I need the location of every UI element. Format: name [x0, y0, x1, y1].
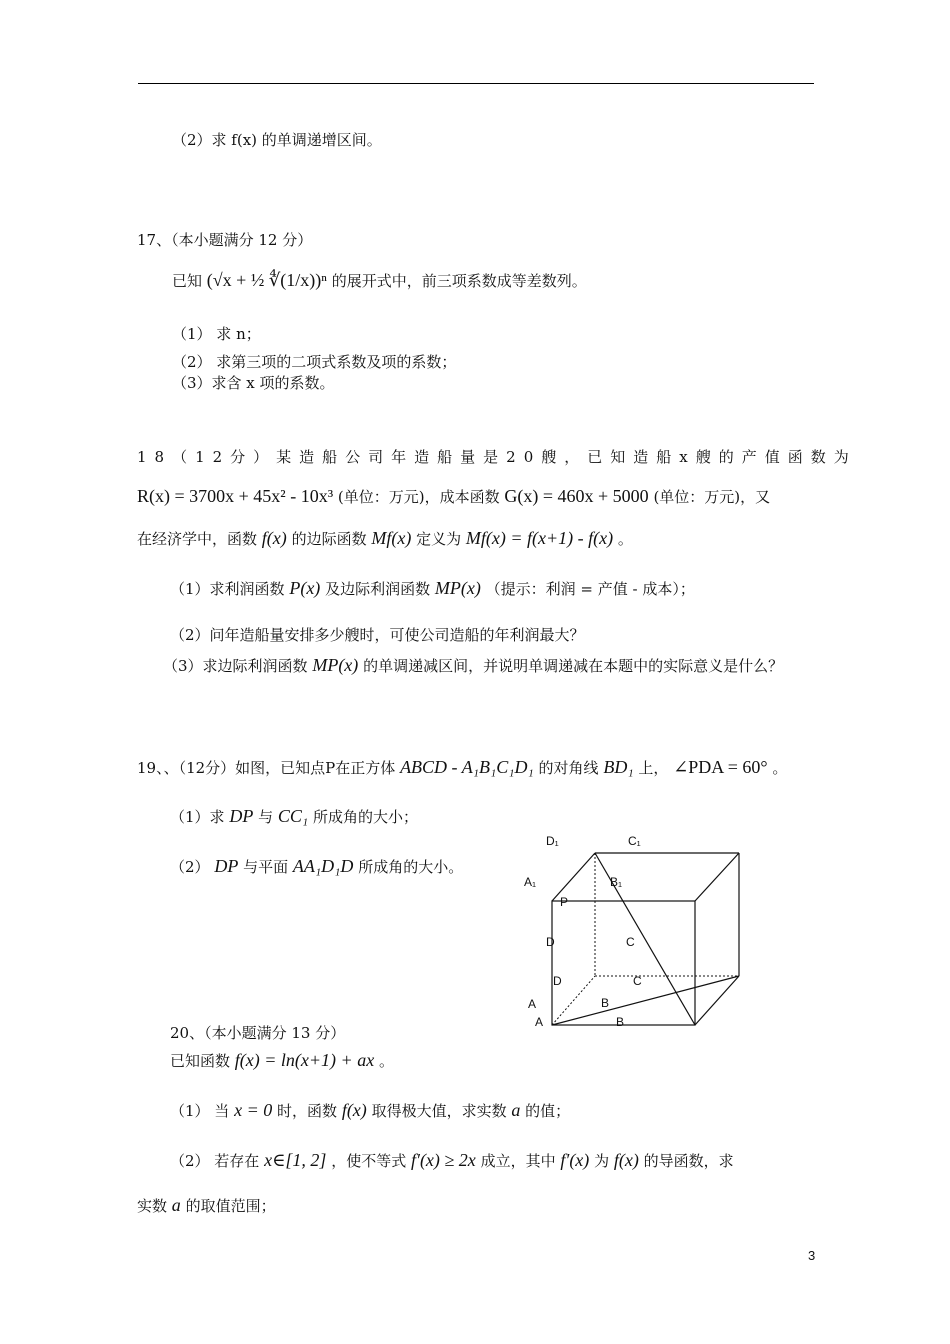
q20-part2-line1: （2） 若存在 x∈[1, 2] ，使不等式 f′(x) ≥ 2x 成立，其中 f′(x) 为 f(x) 的导函数，求 — [170, 1150, 734, 1170]
header-rule — [138, 83, 814, 84]
q19-part2: （2） DP 与平面 AA₁D₁D 所成角的大小。 — [170, 856, 464, 876]
label-P: P — [560, 895, 569, 909]
q18-revenue-function: R(x) = 3700x + 45x² - 10x³ — [137, 486, 334, 506]
q20-function: f(x) = ln(x+1) + ax — [234, 1050, 375, 1070]
q18-part1: （1）求利润函数 P(x) 及边际利润函数 MP(x) （提示：利润 = 产值 - 成本）； — [170, 578, 695, 598]
q20-part1: （1） 当 x = 0 时，函数 f(x) 取得极大值，求实数 a 的值； — [170, 1100, 571, 1120]
q18-line2: R(x) = 3700x + 45x² - 10x³ (单位：万元)，成本函数 G(x) = 460x + 5000 (单位：万元)，又 — [137, 486, 771, 506]
label-C-lower: C — [633, 974, 642, 988]
q16-part2: （2）求 f(x) 的单调递增区间。 — [172, 131, 382, 149]
q18-line1: 18（12分）某造船公司年造船量是20艘，已知造船x艘的产值函数为 — [137, 448, 857, 466]
label-A-upper: A — [528, 997, 537, 1011]
q17-stem: 已知 (√x + ½ ∜(1/x))ⁿ 的展开式中，前三项系数成等差数列。 — [172, 270, 587, 290]
label-D-lower: D — [553, 974, 562, 988]
q20-part2-line2: 实数 a 的取值范围； — [137, 1195, 276, 1215]
q18-cost-function: G(x) = 460x + 5000 — [504, 486, 649, 506]
label-C-upper: C — [626, 935, 635, 949]
q19-line1: 19、、（12分）如图，已知点P在正方体 ABCD - A₁B₁C₁D₁ 的对角线 BD₁ 上， ∠PDA = 60° 。 — [137, 757, 788, 777]
label-D-upper: D — [546, 935, 555, 949]
label-B-lower: B — [616, 1015, 625, 1029]
label-A-lower: A — [535, 1015, 544, 1029]
q17-part2: （2） 求第三项的二项式系数及项的系数； — [172, 353, 457, 371]
q20-stem: 已知函数 f(x) = ln(x+1) + ax 。 — [170, 1050, 394, 1070]
cube-figure — [520, 826, 750, 1036]
label-A1: A₁ — [524, 875, 537, 889]
q18-part3: （3）求边际利润函数 MP(x) 的单调递减区间，并说明单调递减在本题中的实际意义是什么？ — [163, 655, 784, 675]
q18-part2: （2）问年造船量安排多少艘时，可使公司造船的年利润最大？ — [170, 626, 585, 644]
label-C1: C₁ — [628, 834, 641, 848]
page-number: 3 — [808, 1248, 816, 1263]
q20-heading: 20、（本小题满分 13 分） — [170, 1024, 346, 1042]
q17-expansion-formula: (√x + ½ ∜(1/x))ⁿ — [206, 270, 327, 290]
q18-line3: 在经济学中，函数 f(x) 的边际函数 Mf(x) 定义为 Mf(x) = f(x+1) - f(x) 。 — [137, 528, 633, 548]
q17-heading: 17、（本小题满分 12 分） — [137, 231, 313, 249]
diagonal-base — [552, 976, 739, 1025]
q17-part1: （1） 求 n； — [172, 325, 261, 343]
q19-part1: （1）求 DP 与 CC₁ 所成角的大小； — [170, 806, 418, 826]
q17-part3: （3）求含 x 项的系数。 — [172, 374, 335, 392]
label-B1: B₁ — [610, 875, 623, 889]
label-D1: D₁ — [546, 834, 559, 848]
label-B-upper: B — [601, 996, 610, 1010]
